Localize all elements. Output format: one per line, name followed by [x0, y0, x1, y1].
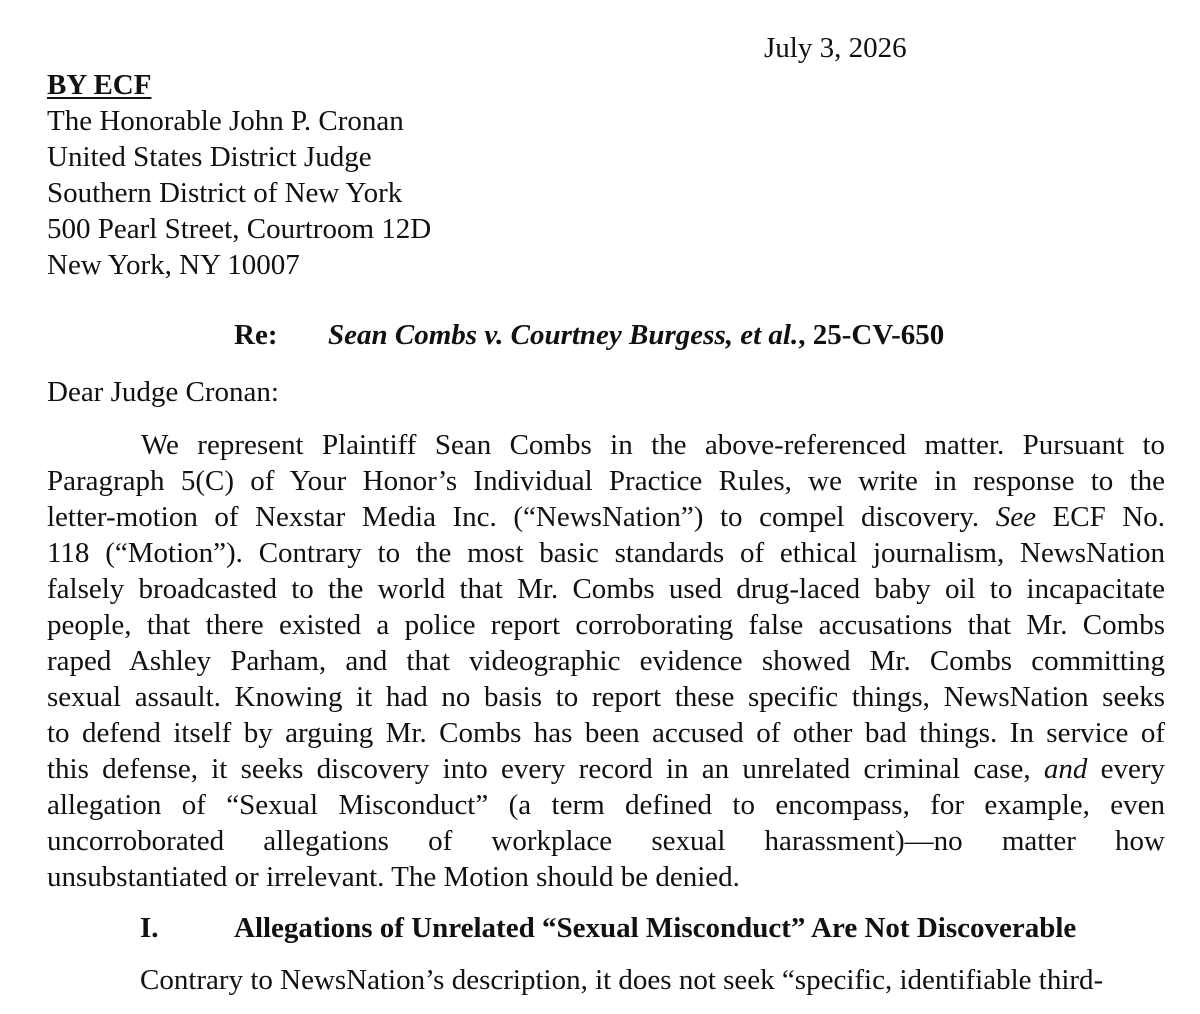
body-line: sexual assault. Knowing it had no basis to report these specific things, NewsNation seeks — [47, 681, 1165, 713]
next-paragraph: Contrary to NewsNation’s description, it does not seek “specific, identifiable third- — [140, 964, 1104, 996]
section-title: Allegations of Unrelated “Sexual Misconduct” Are Not Discoverable — [234, 912, 1077, 944]
body-line — [47, 751, 1165, 787]
body-paragraph — [47, 427, 1165, 895]
body-line: uncorroborated allegations of workplace sexual harassment)—no matter how — [47, 825, 1165, 857]
case-caption: Sean Combs v. Courtney Burgess, et al. — [328, 319, 799, 351]
see-signal: See — [995, 501, 1036, 533]
addressee-line: The Honorable John P. Cronan — [47, 105, 404, 137]
body-line: raped Ashley Parham, and that videographic evidence showed Mr. Combs committing — [47, 645, 1165, 677]
body-line: people, that there existed a police report corroborating false accusations that Mr. Combs — [47, 609, 1165, 641]
section-number: I. — [140, 912, 159, 944]
addressee-line: New York, NY 10007 — [47, 249, 300, 281]
letter-date: July 3, 2026 — [764, 32, 907, 64]
and-emphasis: and — [1043, 753, 1088, 785]
addressee-line: 500 Pearl Street, Courtroom 12D — [47, 213, 432, 245]
addressee-line: United States District Judge — [47, 141, 372, 173]
re-case — [328, 317, 944, 353]
body-line: 118 (“Motion”). Contrary to the most basic standards of ethical journalism, NewsNation — [47, 537, 1165, 569]
case-number: , 25-CV-650 — [798, 319, 945, 351]
address-block — [47, 67, 431, 283]
body-text: every — [1087, 753, 1165, 785]
body-line: We represent Plaintiff Sean Combs in the above-referenced matter. Pursuant to — [141, 429, 1165, 461]
body-line — [47, 499, 1165, 535]
body-text: letter-motion of Nexstar Media Inc. (“NewsNation”) to compel discovery. — [47, 501, 996, 533]
addressee-line: Southern District of New York — [47, 177, 403, 209]
body-line: falsely broadcasted to the world that Mr. Combs used drug-laced baby oil to incapacitate — [47, 573, 1165, 605]
body-text: this defense, it seeks discovery into every record in an unrelated criminal case, — [47, 753, 1044, 785]
body-line: unsubstantiated or irrelevant. The Motion should be denied. — [47, 861, 740, 893]
greeting: Dear Judge Cronan: — [47, 376, 279, 408]
delivery-method: BY ECF — [47, 69, 152, 101]
body-line: to defend itself by arguing Mr. Combs has been accused of other bad things. In service of — [47, 717, 1165, 749]
body-text: ECF No. — [1035, 501, 1165, 533]
body-line: Paragraph 5(C) of Your Honor’s Individual Practice Rules, we write in response to the — [47, 465, 1165, 497]
re-label: Re: — [234, 319, 278, 351]
body-line: allegation of “Sexual Misconduct” (a term defined to encompass, for example, even — [47, 789, 1165, 821]
